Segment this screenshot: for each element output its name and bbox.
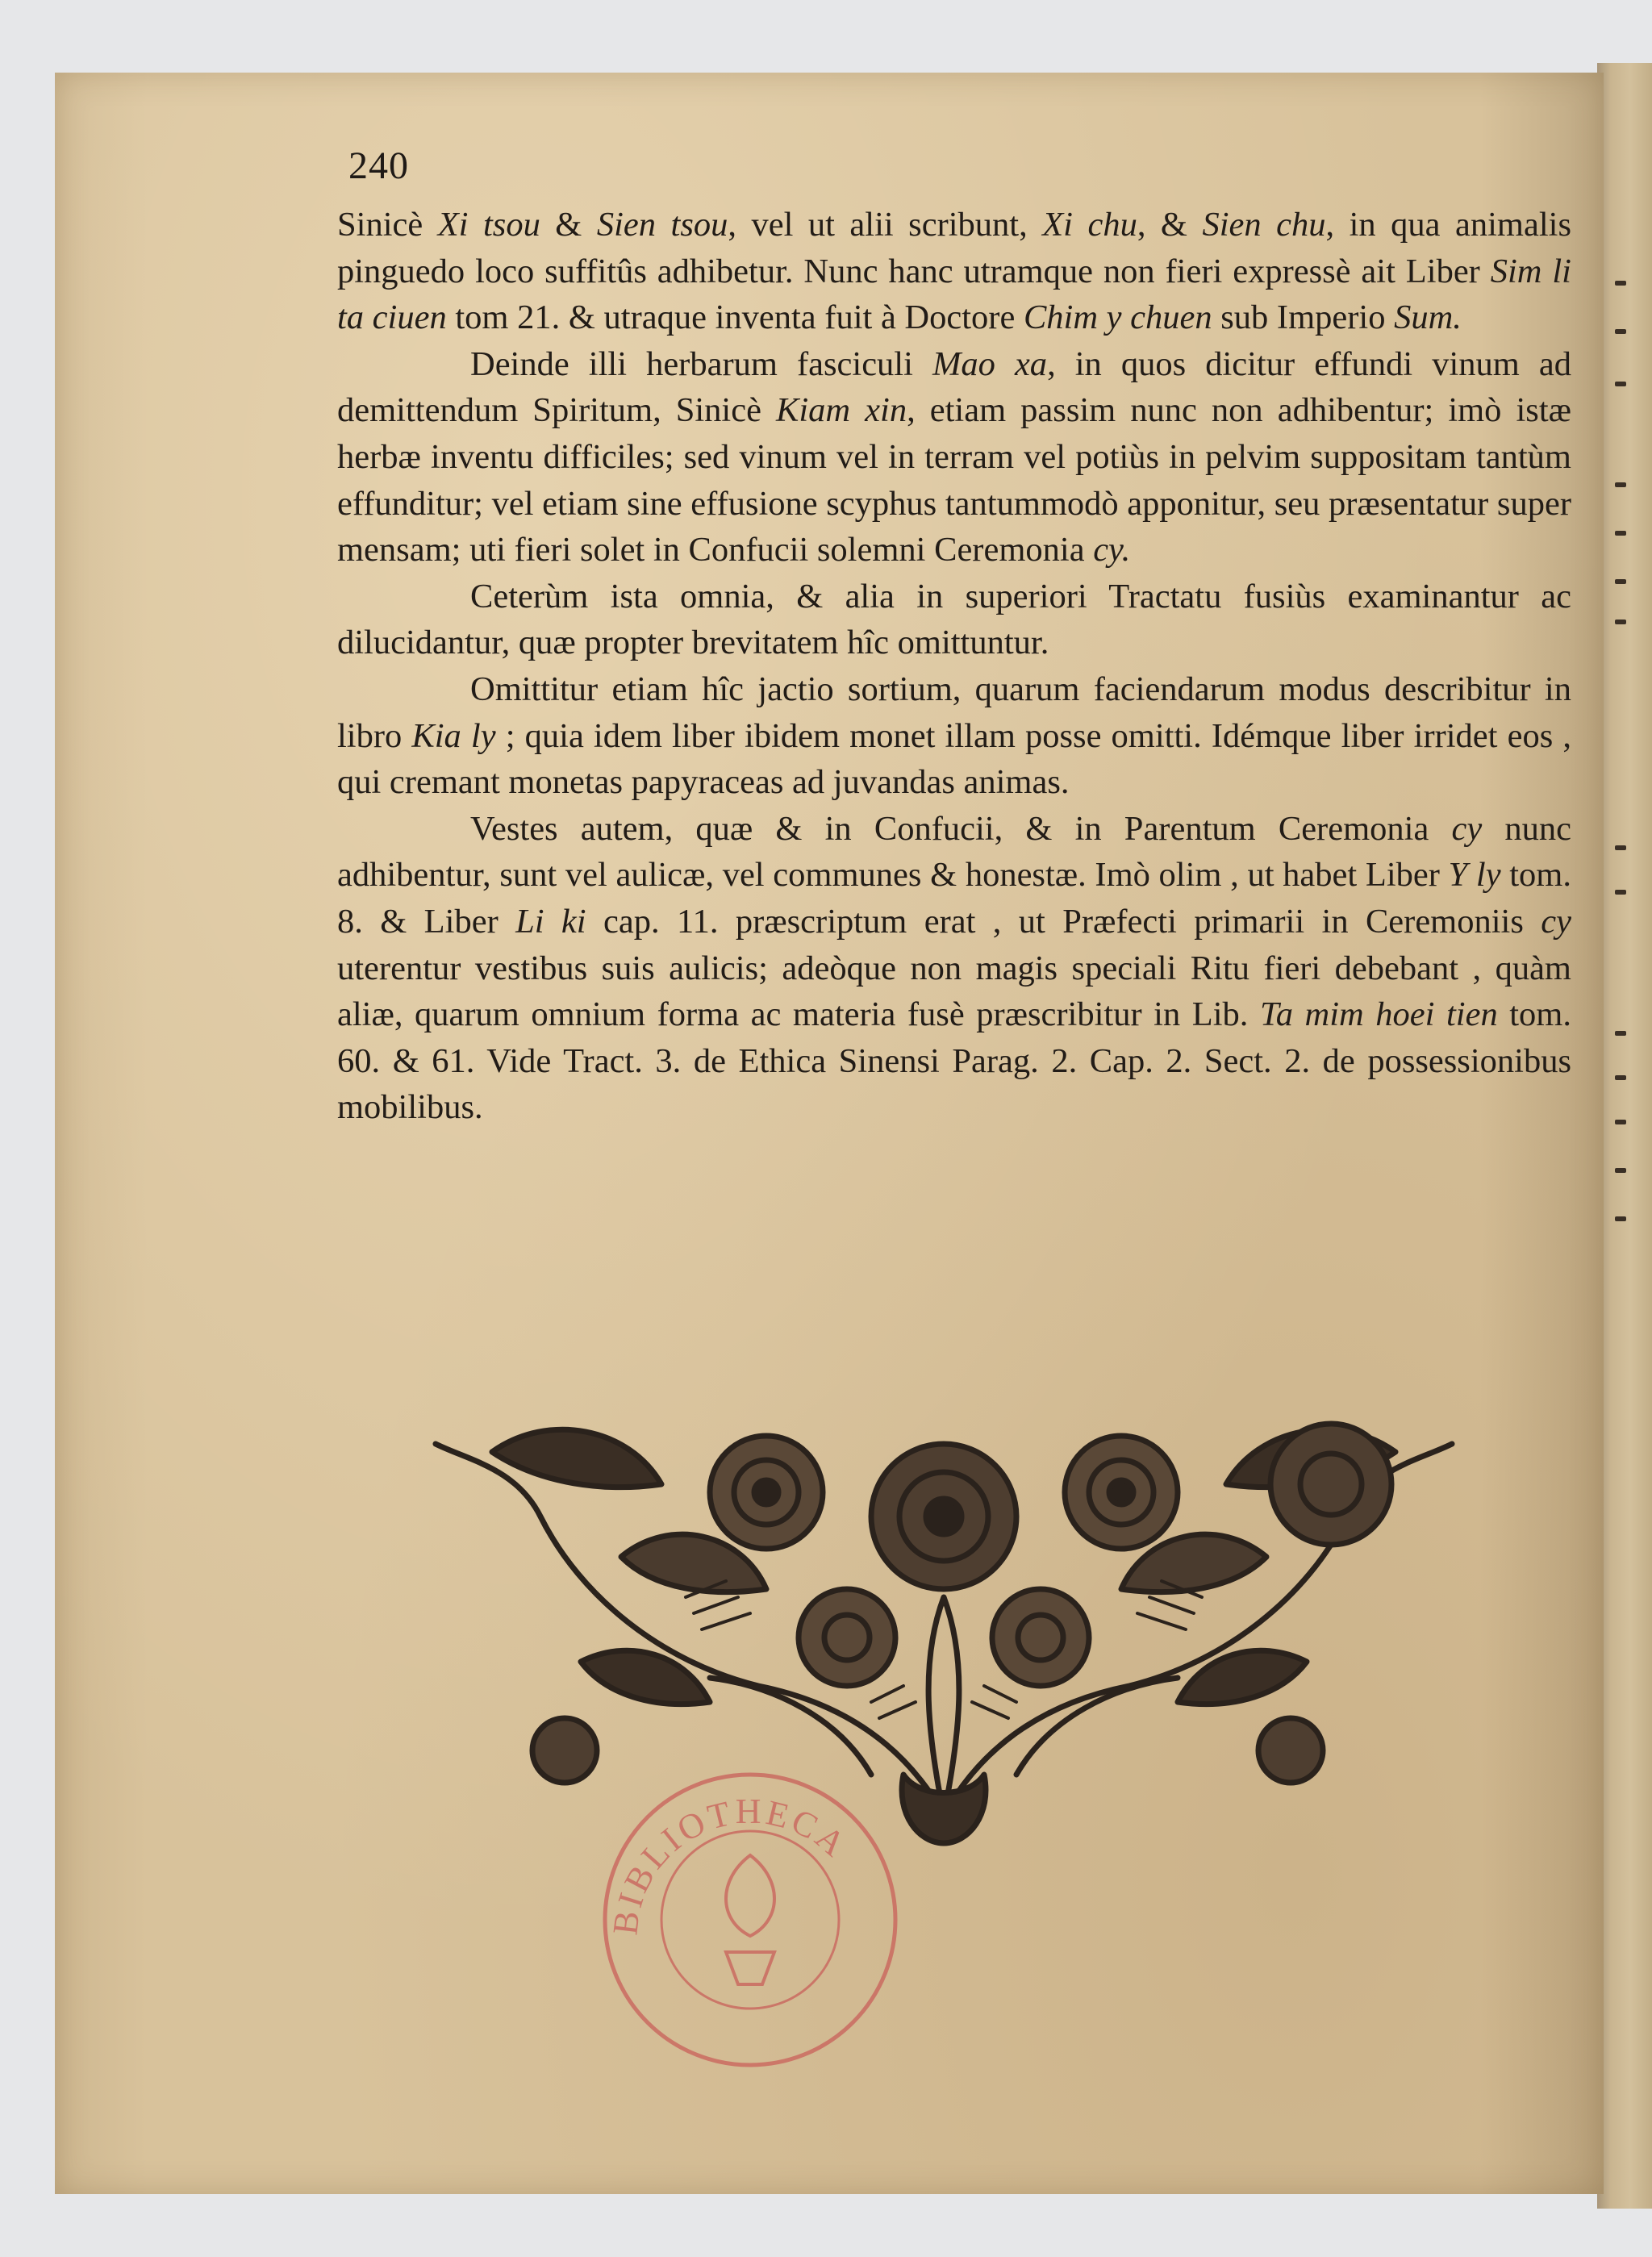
text-run: , etiam passim nunc non adhibentur; imò istæ herbæ inventu difficiles; sed vinum vel in terram vel potiùs in pelvim suppositam tantùm effunditur; vel etiam sine effusione scyphus tantummodò apponitur, seu præsentatur super mensam; uti fieri solet in Confucii solemni Ceremonia — [337, 391, 1571, 569]
text-run: Omittitur etiam hîc jactio sortium, quarum faciendarum modus describitur in libro — [337, 670, 1571, 755]
italic-term: Sien tsou — [596, 206, 728, 244]
paragraph-3 — [337, 574, 1571, 666]
italic-term: Kiam xin — [776, 391, 907, 430]
italic-term: Xi tsou — [437, 206, 540, 244]
library-stamp-icon — [589, 1758, 912, 2081]
paragraph-5 — [337, 806, 1571, 1131]
text-run: uterentur vestibus suis aulicis; adeòque non magis speciali Ritu fieri debebant , quàm aliæ, quarum omnium forma ac materia fusè præscribitur in Lib. — [337, 949, 1571, 1034]
italic-term: Chim y chuen — [1023, 298, 1212, 337]
text-run: , in qua animalis pinguedo loco suffitûs adhibetur. Nunc hanc utramque non fieri expressè ait Liber — [337, 206, 1571, 290]
italic-term: Sum. — [1394, 298, 1462, 337]
stamp-lettering: BIBLIOTHECA — [605, 1791, 856, 1938]
italic-term: cy — [1451, 809, 1483, 848]
italic-term: Kia ly — [411, 716, 496, 755]
floral-ornament-icon — [419, 1396, 1468, 1847]
italic-term: Ta mim hoei tien — [1259, 995, 1498, 1034]
text-run: tom 21. & utraque inventa fuit à Doctore — [446, 298, 1024, 337]
text-run: Vestes autem, quæ & in Confucii, & in Parentum Ceremonia — [470, 809, 1452, 848]
paragraph-2 — [337, 341, 1571, 574]
italic-term: cy. — [1093, 531, 1131, 569]
text-run: tom. 8. & Liber — [337, 856, 1571, 941]
paragraph-1 — [337, 202, 1571, 341]
italic-term: Y ly — [1448, 856, 1501, 895]
page-number: 240 — [348, 144, 409, 187]
text-run: Deinde illi herbarum fasciculi — [470, 344, 932, 383]
text-run: , & — [1137, 206, 1203, 244]
italic-term: cy — [1541, 902, 1572, 941]
italic-term: Sim li ta ciuen — [337, 252, 1571, 337]
text-run: & — [540, 206, 597, 244]
body-text — [337, 202, 1571, 1131]
text-run: Ceterùm ista omnia, & alia in superiori Tractatu fusiùs examinantur ac dilucidantur, quæ propter brevitatem hîc omittuntur. — [337, 577, 1571, 662]
italic-term: Mao xa — [932, 344, 1048, 383]
adjacent-page-edge — [1597, 63, 1652, 2209]
text-run: , in quos dicitur effundi vinum ad demittendum Spiritum, Sinicè — [337, 344, 1571, 430]
text-run: tom. 60. & 61. Vide Tract. 3. de Ethica Sinensi Parag. 2. Cap. 2. Sect. 2. de possessionibus mobilibus. — [337, 995, 1571, 1127]
text-run: , vel ut alii scribunt, — [728, 206, 1043, 244]
text-run: sub Imperio — [1212, 298, 1395, 337]
italic-term: Xi chu — [1042, 206, 1137, 244]
text-run: nunc adhibentur, sunt vel aulicæ, vel communes & honestæ. Imò olim , ut habet Liber — [337, 809, 1571, 895]
italic-term: Sien chu — [1202, 206, 1326, 244]
text-run: Sinicè — [337, 206, 438, 244]
paragraph-4 — [337, 666, 1571, 806]
text-run: ; quia idem liber ibidem monet illam posse omitti. Idémque liber irridet eos , qui cremant monetas papyraceas ad juvandas animas. — [337, 716, 1571, 802]
text-run: cap. 11. præscriptum erat , ut Præfecti primarii in Ceremoniis — [586, 902, 1541, 941]
italic-term: Li ki — [515, 902, 586, 941]
